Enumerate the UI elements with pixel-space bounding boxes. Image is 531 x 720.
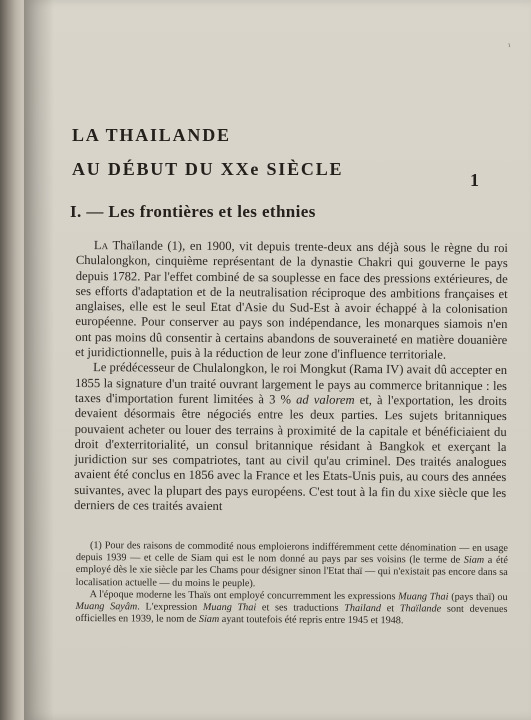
footnote-2-italic-6: Siam [198, 614, 220, 626]
footnote-2-italic-5: Thaïlande [399, 603, 442, 615]
footnote-2-text-e: et [380, 603, 400, 615]
footnote-2-text-a: A l'époque moderne les Thaïs ont employé concurremment les expressions [89, 588, 399, 603]
chapter-title-line-1: LA THAILANDE [72, 125, 231, 145]
footnote-1-text-b: a été employé dès le xie siècle par les Chams pour désigner sinon l'Etat thaï — qui n'existait pas encore dans sa localisation actuelle — du moins le peuple). [75, 555, 508, 589]
footnote-2-text-f: sont devenues officielles en 1939, le nom de [75, 603, 508, 626]
footnote-2-text-c: . L'expression [137, 601, 203, 613]
page-corner-mark: ı [507, 39, 511, 50]
paragraph-2-text-a: Le prédécesseur de Chulalongkon, le roi Mongkut (Rama IV) avait dû accepter en 1855 la signature d'un traité ouvrant largement le pays au commerce britannique : les taxes d'importation furent limitées à 3 % [74, 360, 508, 407]
footnote-2-italic-4: Thailand [344, 602, 382, 615]
drop-cap-word: La [93, 238, 109, 253]
book-page [24, 0, 531, 720]
chapter-title [72, 118, 343, 186]
footnote-2-italic-2: Muang Sayâm [75, 601, 138, 613]
footnote-2-italic-3: Muang Thai [202, 601, 257, 614]
section-heading: I. — Les frontières et les ethnies [70, 202, 316, 221]
footnote-2-italic-1: Muang Thai [398, 591, 449, 603]
footnote-1-text-a: (1) Pour des raisons de commodité nous emploierons indifféremment cette dénomination — en usage depuis 1939 — et celle de Siam qui est le nom donné au pays par ses voisins (le terme de [75, 540, 508, 566]
footnote-separator [76, 534, 196, 535]
paragraph-2-text-b: et, à l'exportation, les droits devaient désormais être négociés entre les deux parties. Les sujets britanniques pouvaient acheter ou louer des terrains à proximité de la capitale et bénéficiaient du droit d'exterritorialité, un consul britannique résidant à Bangkok et exerçant la juridiction sur ses compatriotes, tant au civil qu'au criminel. Des traités analogues avaient été conclus en 1856 avec la France et les Etats-Unis puis, au cours des années suivantes, avec la plupart des pays européens. C'est tout à la fin du xixe siècle que les derniers de ces traités avaient [74, 392, 507, 514]
body-text [74, 238, 508, 516]
chapter-number: 1 [470, 170, 479, 190]
page-gutter-shadow [24, 0, 54, 720]
footnote-2-text-d: et ses traductions [256, 602, 345, 614]
footnote-1-italic: Siam [463, 554, 485, 567]
footnote-2-text-b: (pays thaï) ou [448, 591, 508, 603]
footnotes [75, 540, 508, 628]
paragraph-1-text: Thaïlande (1), en 1900, vit depuis trente-deux ans déjà sous le règne du roi Chulalongkon, cinquième représentant de la dynastie Chakri qui gouverne le pays depuis 1782. Par l'effet combiné de sa souplesse en face des pressions extérieures, de ses efforts d'adaptation et de la neutralisation réciproque des ambitions françaises et anglaises, elle est le seul Etat d'Asie du Sud-Est à avoir échappé à la colonisation européenne. Pour conserver au pays son indépendance, les monarques siamois n'en ont pas moins dû consentir à certains abandons de souveraineté en matière douanière et juridictionnelle, puis à la réduction de leur zone d'influence territoriale. [75, 238, 508, 362]
paragraph-2 [74, 360, 507, 516]
chapter-title-line-2: AU DÉBUT DU XXe SIÈCLE [72, 159, 344, 179]
footnote-2 [75, 589, 507, 629]
paragraph-1 [75, 238, 508, 363]
footnote-2-text-g: ayant toutefois été repris entre 1945 et 1948. [219, 614, 404, 627]
paragraph-2-italic: ad valorem [296, 392, 355, 407]
footnote-1 [76, 540, 508, 592]
